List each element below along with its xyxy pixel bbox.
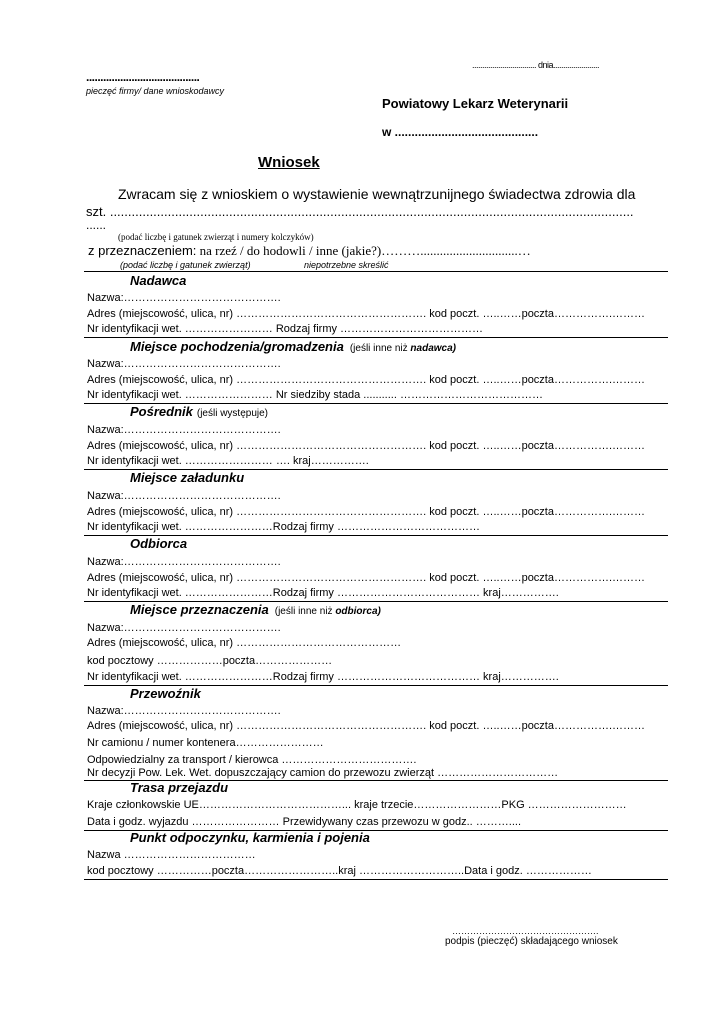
section-trasa-title: Trasa przejazdu xyxy=(130,780,229,795)
purpose-line xyxy=(88,243,531,259)
intro-caption3: niepotrzebne skreślić xyxy=(304,260,389,270)
section-posrednik-title xyxy=(130,404,268,419)
purpose-label: z przeznaczeniem: xyxy=(88,243,197,258)
przeznaczenie-note-text: (jeśli inne niż xyxy=(274,606,336,617)
trasa-departure: Data i godz. wyjazdu …………………… Przewidywany czas przewozu w godz.. ……….... xyxy=(87,816,522,828)
divider xyxy=(84,879,668,880)
przeznaczenie-postal: kod pocztowy ………………poczta………………… xyxy=(87,655,333,667)
nadawca-name: Nazwa:……………………………………. xyxy=(87,292,281,304)
przeznaczenie-address: Adres (miejscowość, ulica, nr) ……………………………………… xyxy=(87,637,402,649)
pochodzenie-id: Nr identyfikacji wet. …………………… Nr siedziby stada ........... ………………………………… xyxy=(87,389,543,401)
section-zaladunek-title: Miejsce załadunku xyxy=(130,470,245,485)
section-nadawca-title: Nadawca xyxy=(130,273,187,288)
trasa-countries: Kraje członkowskie UE…………………………………... kraje trzecie……………………PKG ……………………… xyxy=(87,799,627,811)
section-przewoznik-title: Przewoźnik xyxy=(130,686,201,701)
nadawca-address: Adres (miejscowość, ulica, nr) ……………………………………………. kod poczt. …..……poczta…………….……… xyxy=(87,308,646,320)
section-pochodzenie-title xyxy=(130,339,456,354)
page-title: Wniosek xyxy=(258,154,320,171)
przeznaczenie-name: Nazwa:……………………………………. xyxy=(87,622,281,634)
posrednik-address: Adres (miejscowość, ulica, nr) ……………………………………………. kod poczt. …..……poczta…………….……… xyxy=(87,440,646,452)
przeznaczenie-note-bold: odbiorca) xyxy=(335,606,381,617)
section-przeznaczenie-title xyxy=(130,602,381,617)
stamp-dots: ........................................ xyxy=(86,70,200,84)
pochodzenie-note-bold: nadawca) xyxy=(410,343,456,354)
przewoznik-address: Adres (miejscowość, ulica, nr) ……………………………………………. kod poczt. …..……poczta…………….……… xyxy=(87,720,646,732)
intro-line1: Zwracam się z wnioskiem o wystawienie wewnątrzunijnego świadectwa zdrowia dla xyxy=(118,186,636,202)
nadawca-id: Nr identyfikacji wet. …………………… Rodzaj firmy ………………………………… xyxy=(87,323,484,335)
recipient-title: Powiatowy Lekarz Weterynarii xyxy=(382,96,569,111)
przeznaczenie-note xyxy=(275,606,381,617)
przewoznik-name: Nazwa:……………………………………. xyxy=(87,705,281,717)
purpose-text: na rzeź / do hodowli / inne (jakie?)………..............................… xyxy=(196,243,531,258)
przewoznik-decision: Nr decyzji Pow. Lek. Wet. dopuszczający camion do przewozu zwierząt …………………………… xyxy=(87,767,559,779)
intro-line2: szt. ................................................................................................................................................. xyxy=(86,204,634,219)
signature-dots: …………………………………………. xyxy=(452,926,599,936)
przeznaczenie-id: Nr identyfikacji wet. ……………………Rodzaj firmy ………………………………… kraj……………. xyxy=(87,671,559,683)
intro-line3: ...... xyxy=(86,218,107,232)
odpoczynek-name: Nazwa ……………………………… xyxy=(87,849,256,861)
przewoznik-truck: Nr camionu / numer kontenera…………………… xyxy=(87,737,324,749)
posrednik-name: Nazwa:……………………………………. xyxy=(87,424,281,436)
posrednik-title: Pośrednik xyxy=(130,404,193,419)
intro-caption1: (podać liczbę i gatunek zwierząt i numery kolczyków) xyxy=(118,232,314,242)
pochodzenie-address: Adres (miejscowość, ulica, nr) ……………………………………………. kod poczt. …..……poczta…………….……… xyxy=(87,374,646,386)
pochodzenie-name: Nazwa:……………………………………. xyxy=(87,358,281,370)
zaladunek-address: Adres (miejscowość, ulica, nr) ……………………………………………. kod poczt. …..……poczta…………….……… xyxy=(87,506,646,518)
section-odbiorca-title: Odbiorca xyxy=(130,536,188,551)
divider xyxy=(84,337,668,338)
pochodzenie-note xyxy=(350,343,456,354)
pochodzenie-title: Miejsce pochodzenia/gromadzenia xyxy=(130,339,344,354)
pochodzenie-note-text: (jeśli inne niż xyxy=(349,343,411,354)
section-odpoczynek-title: Punkt odpoczynku, karmienia i pojenia xyxy=(130,830,370,845)
zaladunek-name: Nazwa:……………………………………. xyxy=(87,490,281,502)
intro-caption2: (podać liczbę i gatunek zwierząt) xyxy=(120,260,251,270)
zaladunek-id: Nr identyfikacji wet. ……………………Rodzaj firmy ………………………………… xyxy=(87,521,480,533)
signature-caption: podpis (pieczęć) składającego wniosek xyxy=(445,936,618,947)
przeznaczenie-title: Miejsce przeznaczenia xyxy=(130,602,269,617)
posrednik-note: (jeśli występuje) xyxy=(196,408,268,419)
stamp-caption: pieczęć firmy/ dane wnioskodawcy xyxy=(86,86,225,96)
odbiorca-address: Adres (miejscowość, ulica, nr) ……………………………………………. kod poczt. …..……poczta…………….……… xyxy=(87,572,646,584)
date-line: ................................ dnia....................... xyxy=(472,60,600,70)
posrednik-id: Nr identyfikacji wet. …………………… …. kraj……………. xyxy=(87,455,369,467)
przewoznik-driver: Odpowiedzialny za transport / kierowca ………………………………. xyxy=(87,754,417,766)
divider xyxy=(84,271,668,272)
odbiorca-name: Nazwa:……………………………………. xyxy=(87,556,281,568)
odpoczynek-details: kod pocztowy ……………poczta……………………..kraj ………………………..Data i godz. ……………… xyxy=(87,865,592,877)
odbiorca-id: Nr identyfikacji wet. ……………………Rodzaj firmy ………………………………… kraj……………. xyxy=(87,587,559,599)
recipient-w: w ........................................... xyxy=(382,125,539,139)
